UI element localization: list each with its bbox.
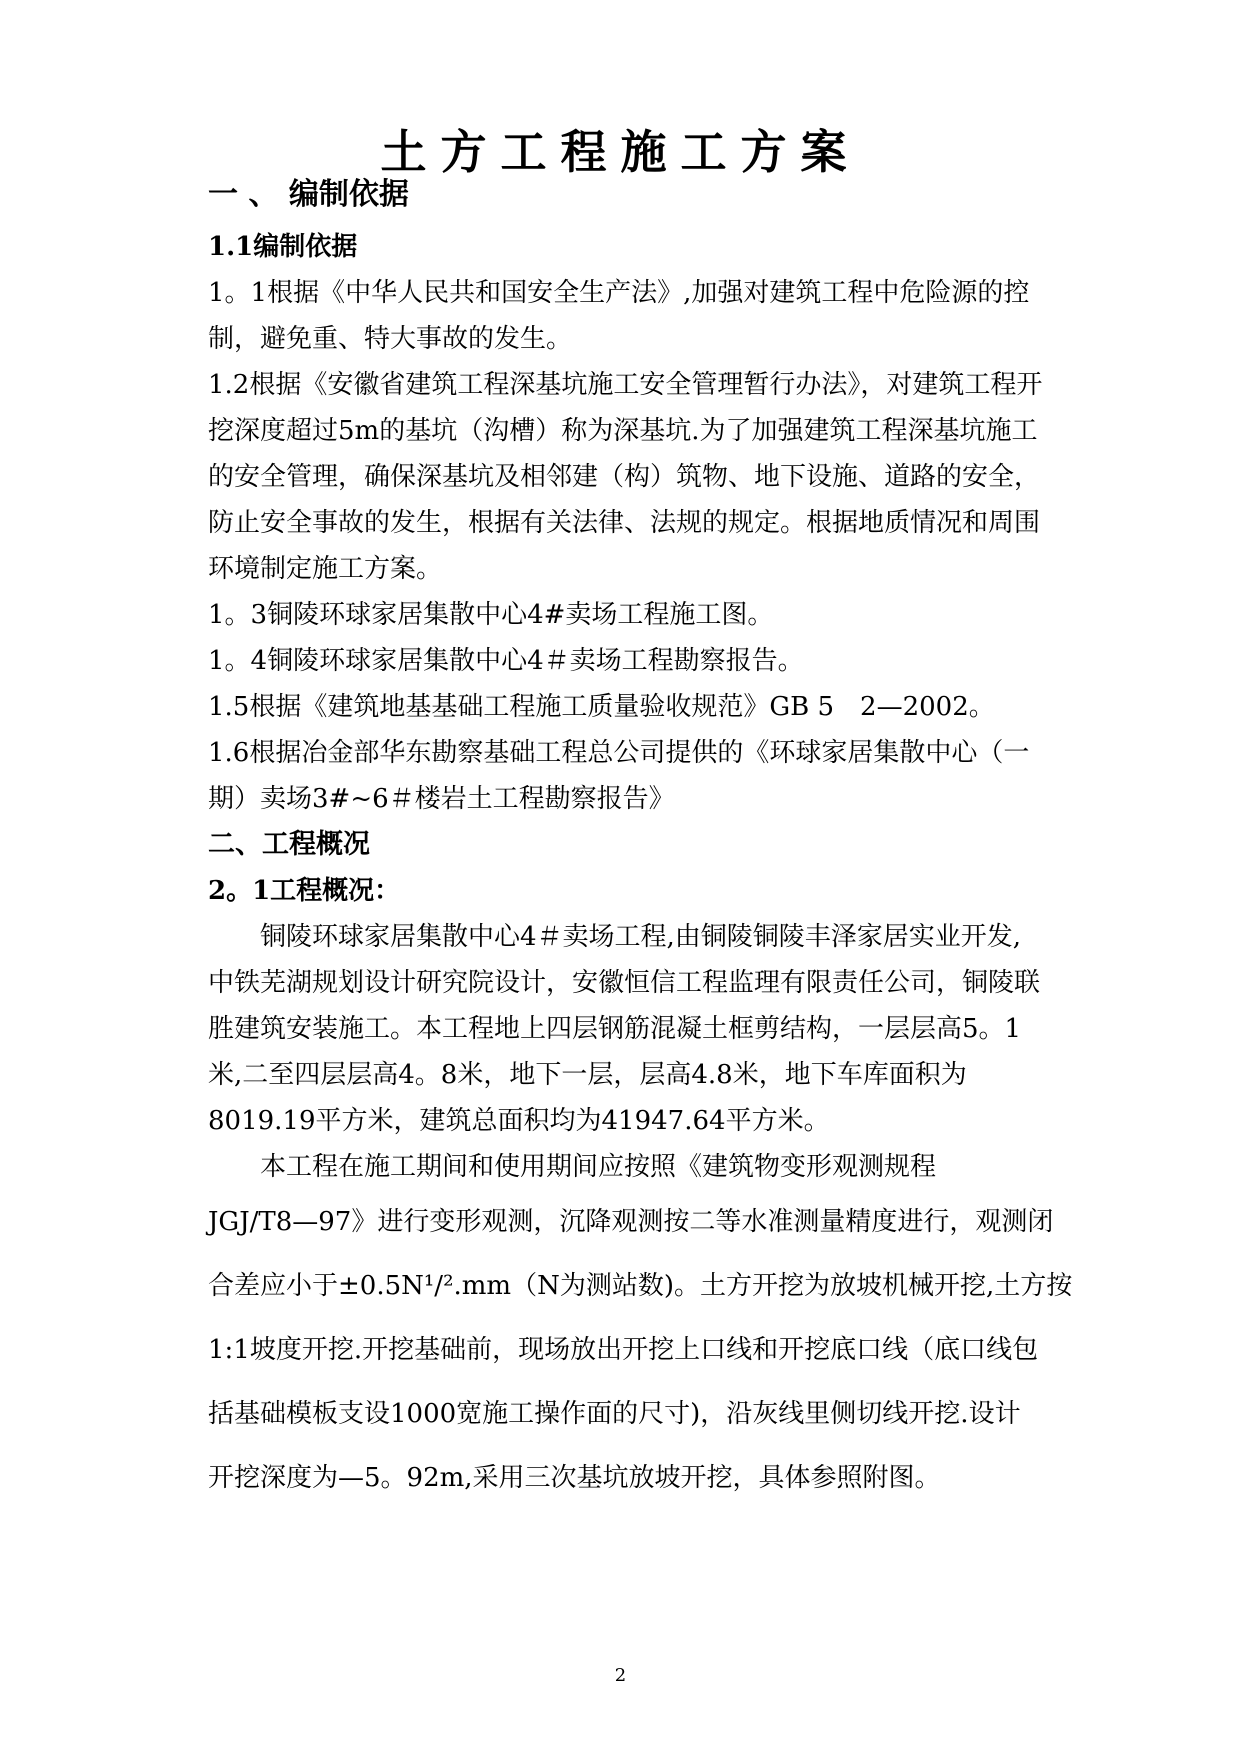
clause-1-4 [208,638,1128,684]
clause-1-5 [208,684,1128,730]
clause-1-1 [208,270,1128,362]
section-1-1-heading: 1.1编制依据 [208,232,358,262]
text-line: 的安全管理，确保深基坑及相邻建（构）筑物、地下设施、道路的安全， [208,462,1041,492]
text-line: 挖深度超过5m的基坑（沟槽）称为深基坑.为了加强建筑工程深基坑施工 [208,416,1038,446]
clause-1-3 [208,592,1128,638]
text-line: 环境制定施工方案。 [208,554,443,584]
text-line: 1.6根据冶金部华东勘察基础工程总公司提供的《环球家居集散中心（一 [208,738,1030,768]
text-line: JGJ/T8—97》进行变形观测，沉降观测按二等水准测量精度进行，观测闭 [208,1207,1054,1237]
text-line: 1。4铜陵环球家居集散中心4＃卖场工程勘察报告。 [208,646,804,676]
section-2-1-heading: 2。1工程概况： [208,876,401,906]
text-line: 铜陵环球家居集散中心4＃卖场工程,由铜陵铜陵丰泽家居实业开发, [260,922,1022,952]
document-title: 土方工程施工方案 [380,125,861,179]
text-line: 中铁芜湖规划设计研究院设计，安徽恒信工程监理有限责任公司，铜陵联 [208,968,1041,998]
text-line: 1.5根据《建筑地基基础工程施工质量验收规范》GB 5 2—2002。 [208,692,995,722]
section-1-heading: 一 、 编制依据 [208,177,409,212]
text-line: 开挖深度为—5。92m,采用三次基坑放坡开挖，具体参照附图。 [208,1463,941,1493]
section-2-heading: 二、工程概况 [208,829,370,860]
text-line: 制，避免重、特大事故的发生。 [208,324,573,354]
text-line: 防止安全事故的发生，根据有关法律、法规的规定。根据地质情况和周围 [208,508,1041,538]
text-line: 期）卖场3#~6＃楼岩土工程勘察报告》 [208,784,675,814]
text-line: 括基础模板支设1000宽施工操作面的尺寸)，沿灰线里侧切线开挖.设计 [208,1399,1021,1429]
page-number: 2 [614,1665,627,1686]
overview-paragraph-1 [208,914,1128,1144]
clause-1-6 [208,730,1128,822]
text-line: 1。1根据《中华人民共和国安全生产法》,加强对建筑工程中危险源的控 [208,278,1030,308]
text-line: 胜建筑安装施工。本工程地上四层钢筋混凝土框剪结构，一层层高5。1 [208,1014,1022,1044]
clause-1-2 [208,362,1128,592]
overview-paragraph-2 [208,1144,1128,1510]
text-line: 1。3铜陵环球家居集散中心4#卖场工程施工图。 [208,600,774,630]
text-line: 本工程在施工期间和使用期间应按照《建筑物变形观测规程 [260,1152,937,1182]
text-line: 合差应小于±0.5N¹/².mm（N为测站数)。土方开挖为放坡机械开挖,土方按 [208,1271,1073,1301]
text-line: 8019.19平方米，建筑总面积均为41947.64平方米。 [208,1106,830,1136]
text-line: 1:1坡度开挖.开挖基础前，现场放出开挖上口线和开挖底口线（底口线包 [208,1335,1039,1365]
text-line: 1.2根据《安徽省建筑工程深基坑施工安全管理暂行办法》，对建筑工程开 [208,370,1043,400]
text-line: 米,二至四层层高4。8米，地下一层，层高4.8米，地下车库面积为 [208,1060,967,1090]
